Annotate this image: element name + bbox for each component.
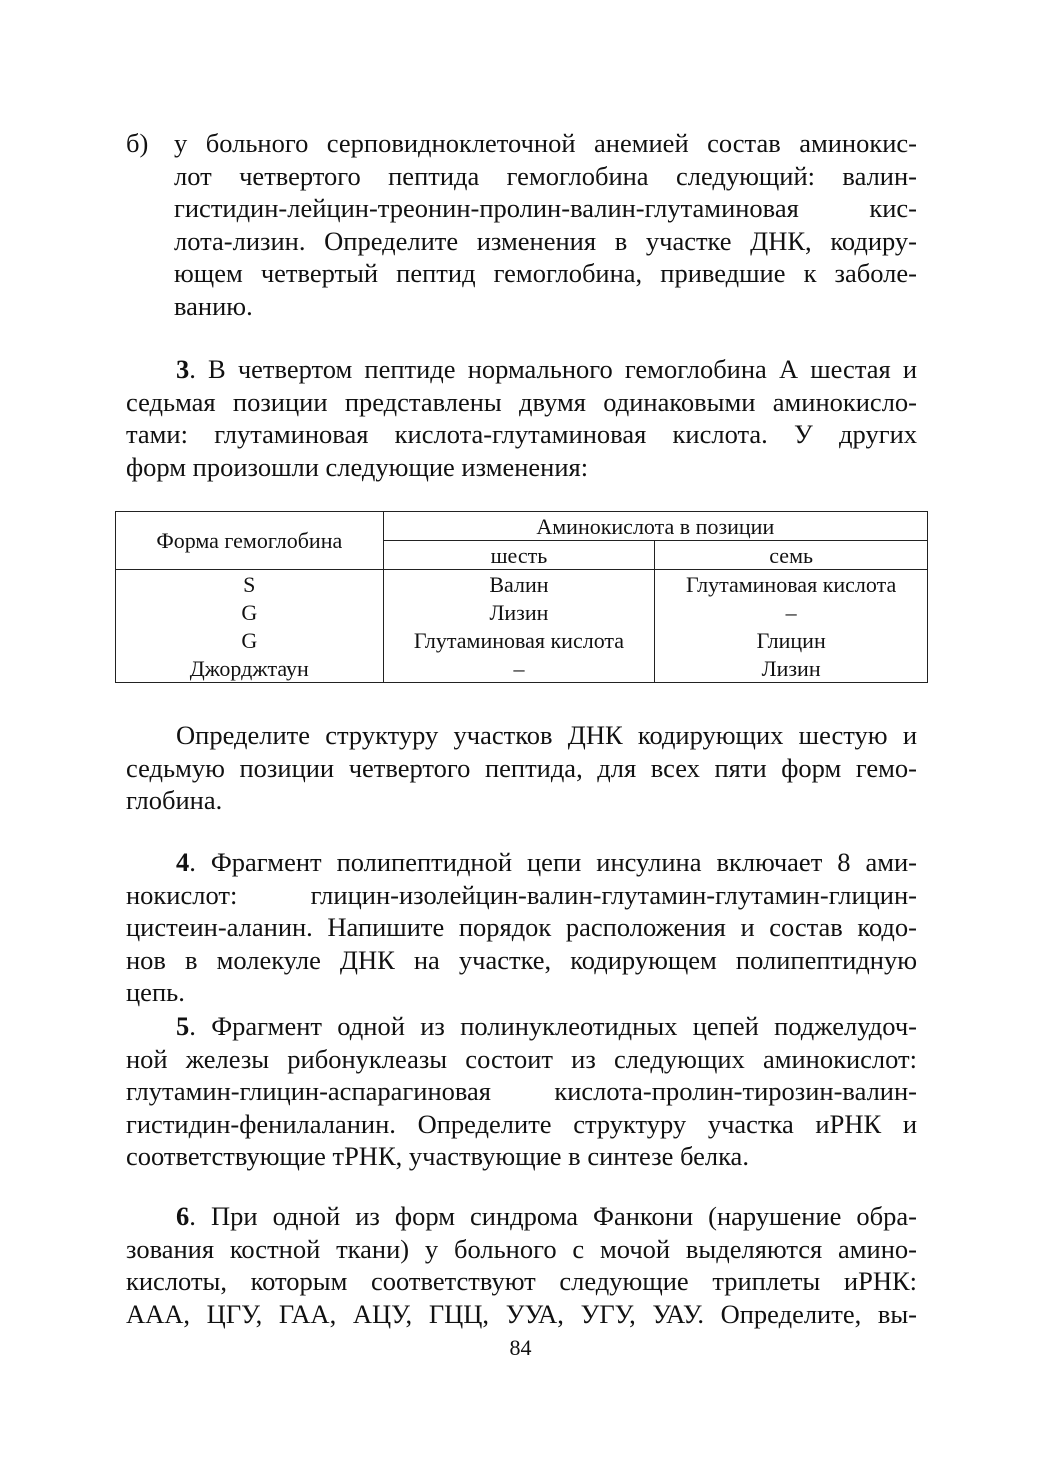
table-row xyxy=(116,626,928,654)
header-form: Форма гемоглобина xyxy=(116,512,384,570)
header-six: шесть xyxy=(383,541,655,570)
task-3-line: . В четвертом пептиде нормального гемоглобина А шестая и xyxy=(189,354,917,384)
cell-form: G xyxy=(116,626,384,654)
task-5-line: соответствующие тРНК, участвующие в синтезе белка. xyxy=(126,1141,749,1171)
task-6-line: . При одной из форм синдрома Фанкони (нарушение обра- xyxy=(189,1201,917,1231)
task-3-number: 3 xyxy=(176,354,190,384)
task-4-line: цепь. xyxy=(126,977,185,1007)
task-3-paragraph xyxy=(126,353,917,483)
task-6-line: зования костной ткани) у больного с мочой выделяются амино- xyxy=(126,1233,917,1264)
task-4-line: . Фрагмент полипептидной цепи инсулина включает 8 ами- xyxy=(189,847,917,877)
cell-form: S xyxy=(116,570,384,599)
part-b-line: ющем четвертый пептид гемоглобина, приведшие к заболе- xyxy=(174,258,917,288)
task-6-line: ААА, ЦГУ, ГАА, АЦУ, ГЦЦ, УУА, УГУ, УАУ. Определите, вы- xyxy=(126,1298,917,1329)
part-b-line: гистидин-лейцин-треонин-пролин-валин-глутаминовая кис- xyxy=(174,193,917,223)
cell-six: Валин xyxy=(383,570,655,599)
task-4-first-line xyxy=(126,846,917,879)
task-3-followup-line: глобина. xyxy=(126,785,223,815)
task-5-paragraph xyxy=(126,1010,917,1173)
task-6-first-line xyxy=(126,1200,917,1233)
task-4-number: 4 xyxy=(176,847,190,877)
cell-seven: Глицин xyxy=(655,626,928,654)
page-number: 84 xyxy=(509,1335,532,1360)
table-row xyxy=(116,654,928,683)
header-position: Аминокислота в позиции xyxy=(383,512,927,541)
task-3-followup xyxy=(126,719,917,817)
cell-six: – xyxy=(383,654,655,683)
task-4-line: нов в молекуле ДНК на участке, кодирующем полипептидную xyxy=(126,944,917,975)
part-b-body xyxy=(174,127,917,322)
part-b-line: лота-лизин. Определите изменения в участке ДНК, кодиру- xyxy=(174,225,917,256)
header-seven: семь xyxy=(655,541,928,570)
task-5-line: гистидин-фенилаланин. Определите структуру участка иРНК и xyxy=(126,1108,917,1139)
cell-form: G xyxy=(116,598,384,626)
part-b-line: ванию. xyxy=(174,290,253,321)
task-4-paragraph xyxy=(126,846,917,1009)
task-3-line: форм произошли следующие изменения: xyxy=(126,451,589,482)
cell-seven: Глутаминовая кислота xyxy=(655,570,928,599)
cell-seven: Лизин xyxy=(655,654,928,683)
cell-form: Джорджтаун xyxy=(116,654,384,683)
task-5-line: . Фрагмент одной из полинуклеотидных цепей поджелудоч- xyxy=(189,1011,917,1041)
task-5-first-line xyxy=(126,1010,917,1043)
task-3-line: седьмая позиции представлены двумя одинаковыми аминокисло- xyxy=(126,386,917,417)
task-4-line: нокислот: глицин-изолейцин-валин-глутамин-глутамин-глицин- xyxy=(126,879,917,910)
task-5-line: глутамин-глицин-аспарагиновая кислота-пролин-тирозин-валин- xyxy=(126,1076,917,1106)
task-3-followup-line: седьмую позиции четвертого пептида, для всех пяти форм гемо- xyxy=(126,752,917,783)
part-b-paragraph xyxy=(126,127,917,322)
part-b-line: лот четвертого пептида гемоглобина следующий: валин- xyxy=(174,160,917,191)
task-3-first-line xyxy=(126,353,917,386)
hemoglobin-table xyxy=(115,511,928,683)
cell-six: Глутаминовая кислота xyxy=(383,626,655,654)
cell-seven: – xyxy=(655,598,928,626)
task-4-line: цистеин-аланин. Напишите порядок расположения и состав кодо- xyxy=(126,912,917,942)
task-3-line: тами: глутаминовая кислота-глутаминовая кислота. У других xyxy=(126,419,917,449)
part-b-line: у больного серповидноклеточной анемией состав аминокис- xyxy=(174,128,917,158)
table-row xyxy=(116,598,928,626)
table-row xyxy=(116,570,928,599)
task-5-line: ной железы рибонуклеазы состоит из следующих аминокислот: xyxy=(126,1043,917,1074)
task-6-line: кислоты, которым соответствуют следующие триплеты иРНК: xyxy=(126,1266,917,1296)
task-6-paragraph xyxy=(126,1200,917,1330)
task-5-number: 5 xyxy=(176,1011,190,1041)
part-b-marker: б) xyxy=(126,128,149,158)
task-3-followup-line: Определите структуру участков ДНК кодирующих шестую и xyxy=(176,720,917,750)
task-6-number: 6 xyxy=(176,1201,190,1231)
cell-six: Лизин xyxy=(383,598,655,626)
